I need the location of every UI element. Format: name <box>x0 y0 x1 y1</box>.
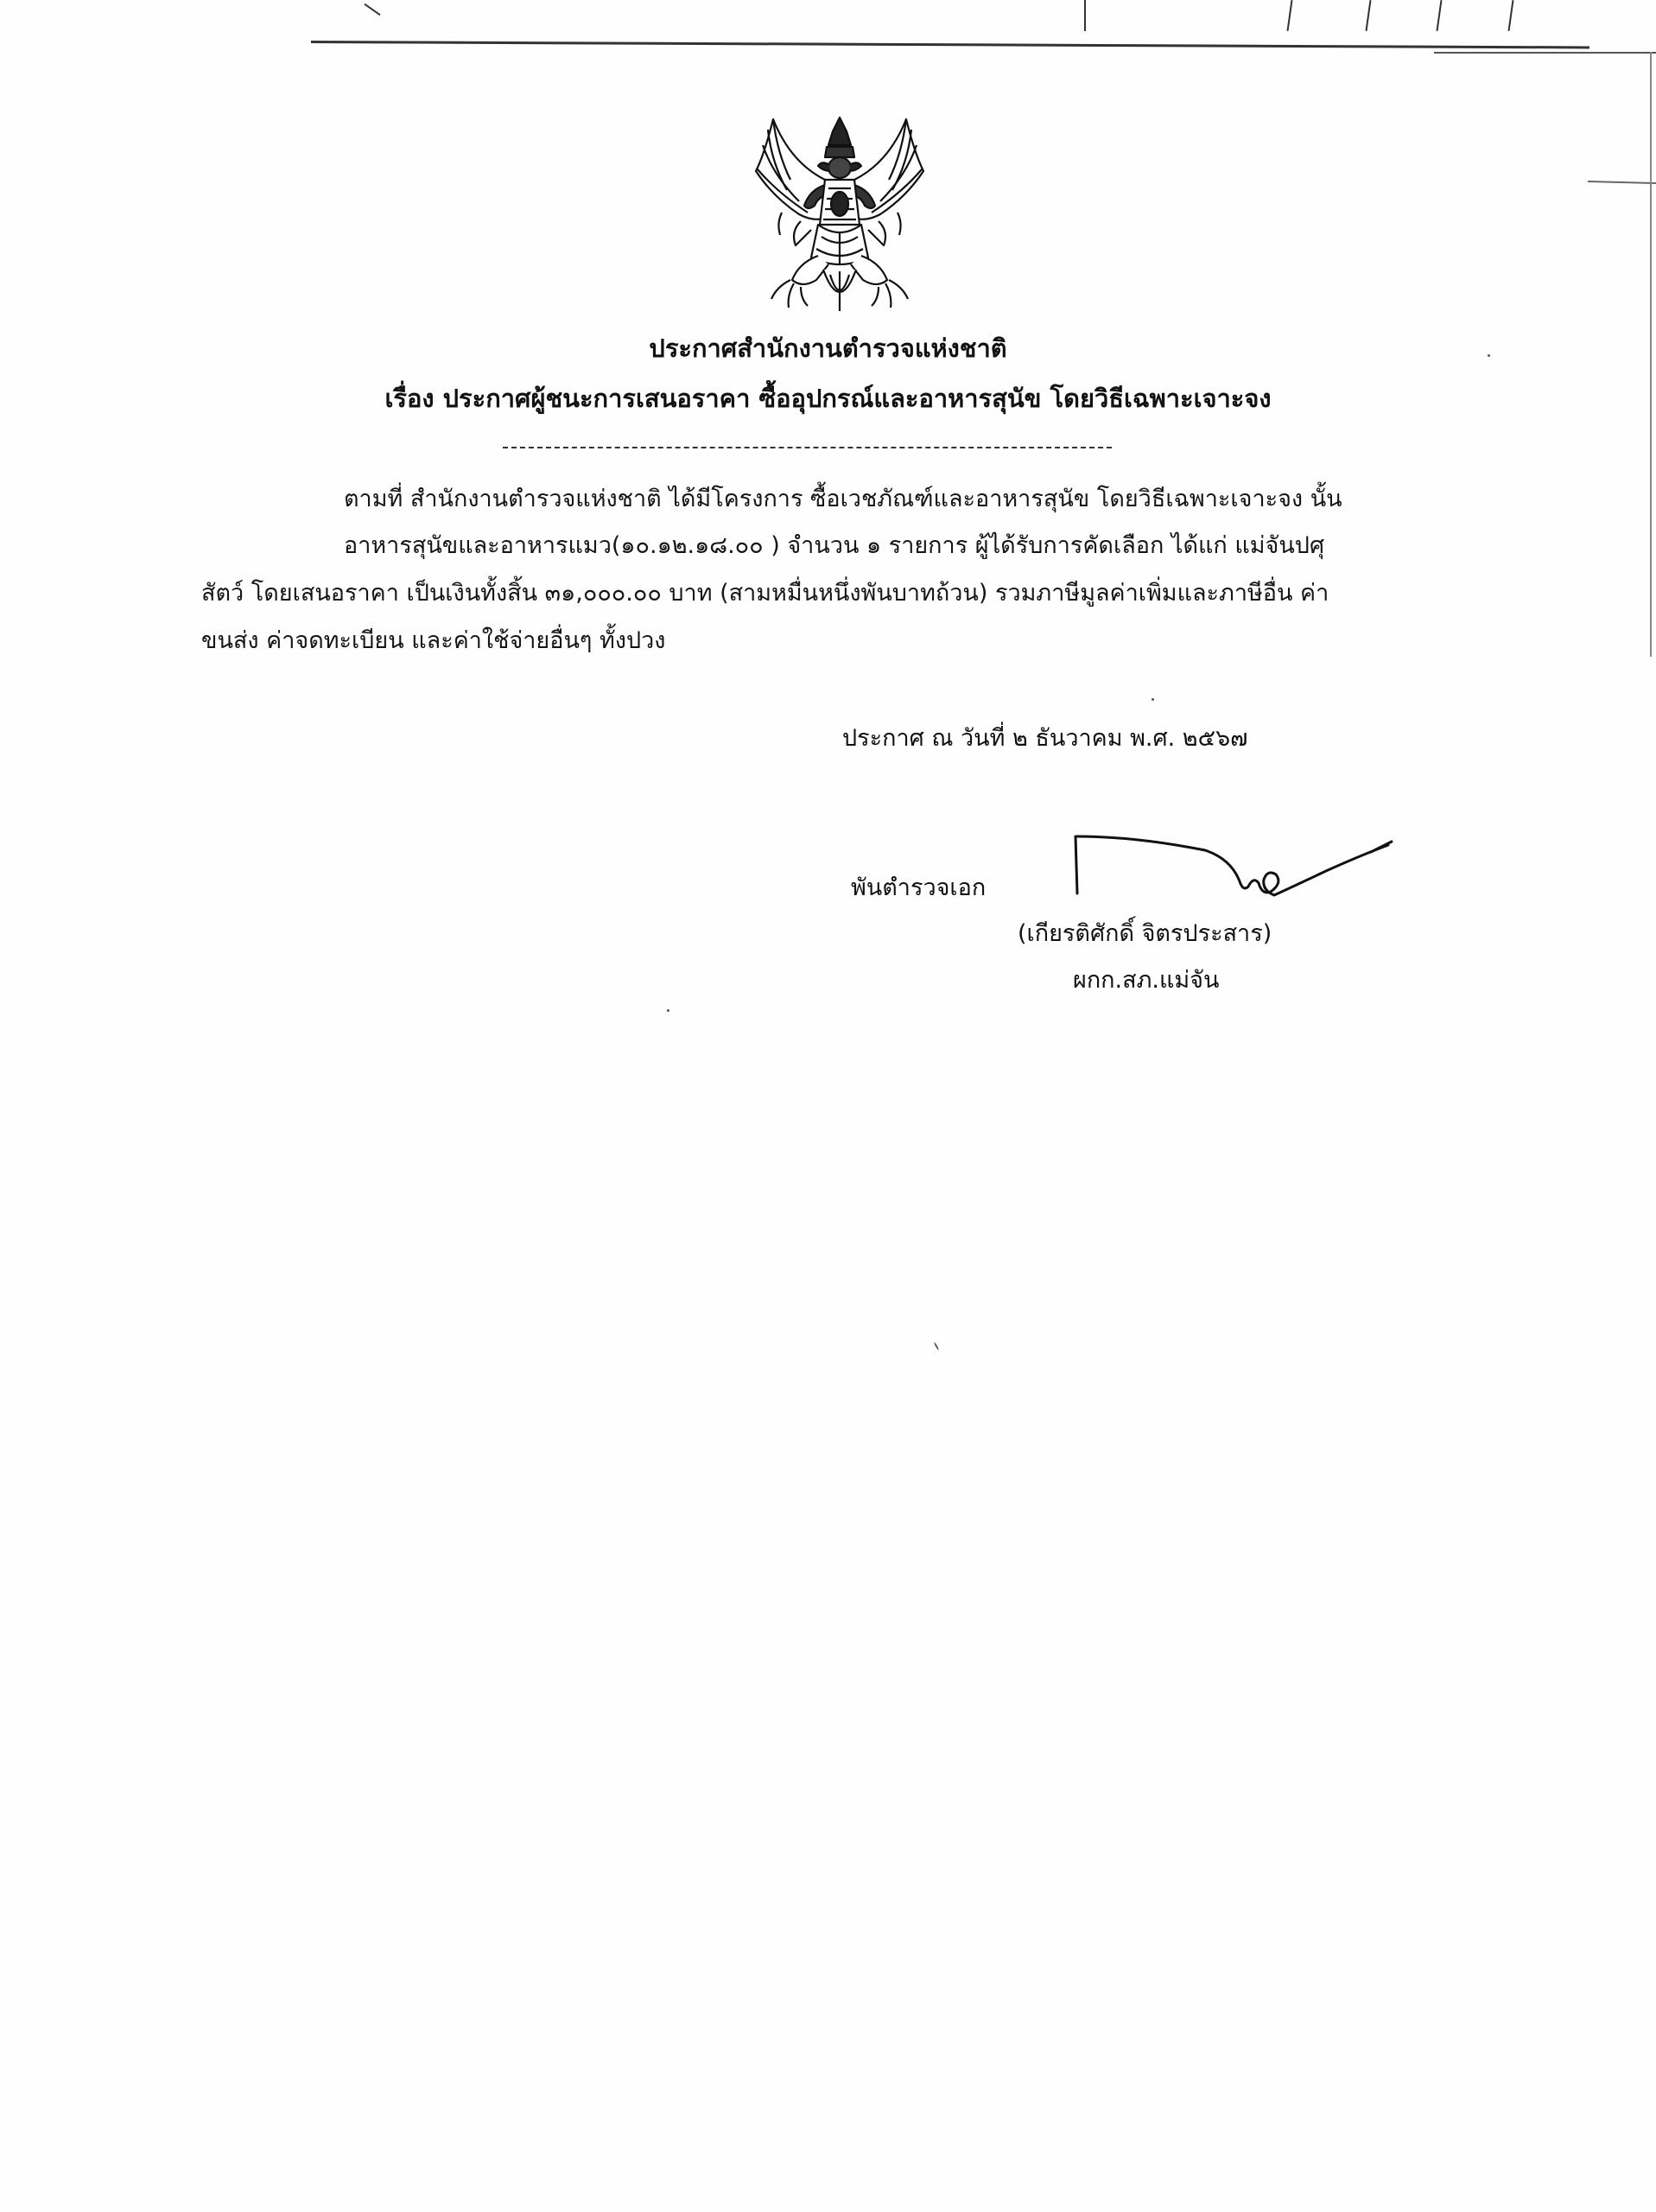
scan-edge-line <box>311 41 1589 48</box>
scan-mark <box>1508 0 1514 31</box>
scan-speck <box>667 1009 669 1012</box>
body-line: อาหารสุนัขและอาหารแมว(๑๐.๑๒.๑๘.๐๐ ) จำนวน ๑ รายการ ผู้ได้รับการคัดเลือก ได้แก่ แม่จันปศุ <box>344 532 1325 559</box>
scan-mark <box>1084 0 1086 31</box>
announcement-title: ประกาศสำนักงานตำรวจแห่งชาติ <box>649 334 1007 363</box>
body-line: ขนส่ง ค่าจดทะเบียน และค่าใช้จ่ายอื่นๆ ทั้งปวง <box>201 627 666 654</box>
signatory-name: (เกียรติศักดิ์ จิตรประสาร) <box>1018 920 1272 947</box>
scan-mark <box>1366 0 1372 31</box>
scan-speck <box>1152 698 1154 701</box>
announcement-date: ประกาศ ณ วันที่ ๒ ธันวาคม พ.ศ. ๒๕๖๗ <box>842 725 1248 752</box>
scan-mark <box>364 3 380 16</box>
scan-edge-line <box>1588 181 1656 184</box>
heading-divider <box>503 447 1112 448</box>
signatory-rank: พันตำรวจเอก <box>851 874 987 901</box>
body-line: สัตว์ โดยเสนอราคา เป็นเงินทั้งสิ้น ๓๑,๐๐๐.๐๐ บาท (สามหมื่นหนึ่งพันบาทถ้วน) รวมภาษีมูลค่าเพิ่มและภาษีอื่น ค่า <box>201 580 1329 607</box>
scan-speck <box>934 1342 940 1351</box>
scan-edge-line <box>1434 52 1656 54</box>
scan-mark <box>1287 0 1293 31</box>
garuda-emblem-icon <box>739 111 942 322</box>
handwritten-signature-icon <box>1067 830 1395 925</box>
signatory-position: ผกก.สภ.แม่จัน <box>1073 967 1220 994</box>
scan-mark <box>1437 0 1443 31</box>
announcement-subject: เรื่อง ประกาศผู้ชนะการเสนอราคา ซื้ออุปกรณ์และอาหารสุนัข โดยวิธีเฉพาะเจาะจง <box>384 384 1272 413</box>
body-line: ตามที่ สำนักงานตำรวจแห่งชาติ ได้มีโครงการ ซื้อเวชภัณฑ์และอาหารสุนัข โดยวิธีเฉพาะเจาะจง นั้น <box>344 486 1342 512</box>
